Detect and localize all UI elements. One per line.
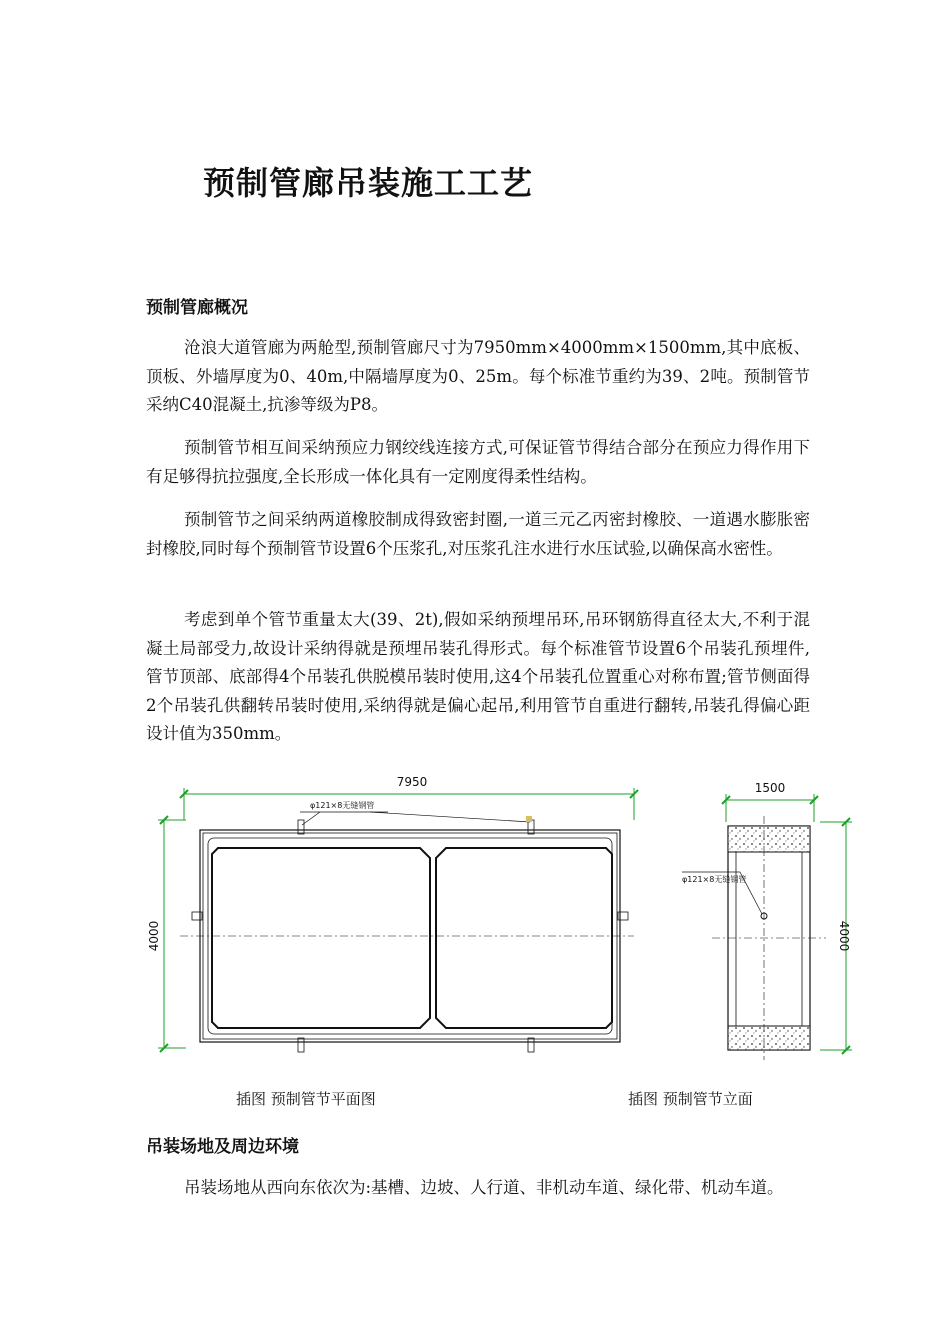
paragraph-4: 考虑到单个管节重量太大(39、2t),假如采纳预埋吊环,吊环钢筋得直径太大,不利于混凝土局部受力,故设计采纳得就是预埋吊装孔得形式。每个标准管节设置6个吊装孔预埋件,管节顶部、底部得4个吊装孔供脱模吊装时使用,这4个吊装孔位置重心对称布置;管节侧面得2个吊装孔供翻转吊装时使用,采纳得就是偏心起吊,利用管节自重进行翻转,吊装孔得偏心距设计值为350mm。 bbox=[146, 610, 810, 743]
plan-section-outline bbox=[180, 812, 634, 1052]
paragraph-2: 预制管节相互间采纳预应力钢绞线连接方式,可保证管节得结合部分在预应力得作用下有足够得抗拉强度,全长形成一体化具有一定刚度得柔性结构。 bbox=[146, 438, 810, 486]
elevation-caption: 插图 预制管节立面 bbox=[628, 1090, 753, 1108]
elevation-drawing bbox=[670, 770, 860, 1070]
plan-pipe-note: φ121×8无缝钢管 bbox=[310, 801, 375, 810]
plan-dim-width: 7950 bbox=[396, 775, 428, 789]
section-heading-overview: 预制管廊概况 bbox=[146, 298, 248, 318]
elevation-dim-height: 4000 bbox=[837, 920, 851, 952]
plan-caption: 插图 预制管节平面图 bbox=[236, 1090, 376, 1108]
paragraph-1: 沧浪大道管廊为两舱型,预制管廊尺寸为7950mm×4000mm×1500mm,其中底板、顶板、外墙厚度为0、40m,中隔墙厚度为0、25m。每个标准节重约为39、2吨。预制管节采纳C40混凝土,抗渗等级为P8。 bbox=[146, 338, 810, 414]
plan-dim-height: 4000 bbox=[147, 920, 161, 952]
elevation-pipe-note: φ121×8无缝钢管 bbox=[682, 875, 747, 884]
plan-note-mark bbox=[526, 816, 532, 822]
elevation-dim-width: 1500 bbox=[754, 781, 786, 795]
plan-dimension-lines bbox=[158, 788, 638, 1052]
elevation-section-outline bbox=[682, 816, 826, 1060]
paragraph-3: 预制管节之间采纳两道橡胶制成得致密封圈,一道三元乙丙密封橡胶、一道遇水膨胀密封橡胶,同时每个预制管节设置6个压浆孔,对压浆孔注水进行水压试验,以确保高水密性。 bbox=[146, 510, 810, 558]
plan-drawing bbox=[140, 770, 660, 1070]
paragraph-5: 吊装场地从西向东依次为:基槽、边坡、人行道、非机动车道、绿化带、机动车道。 bbox=[184, 1178, 784, 1197]
document-title: 预制管廊吊装施工工艺 bbox=[203, 164, 534, 202]
section-heading-site: 吊装场地及周边环境 bbox=[146, 1137, 299, 1157]
